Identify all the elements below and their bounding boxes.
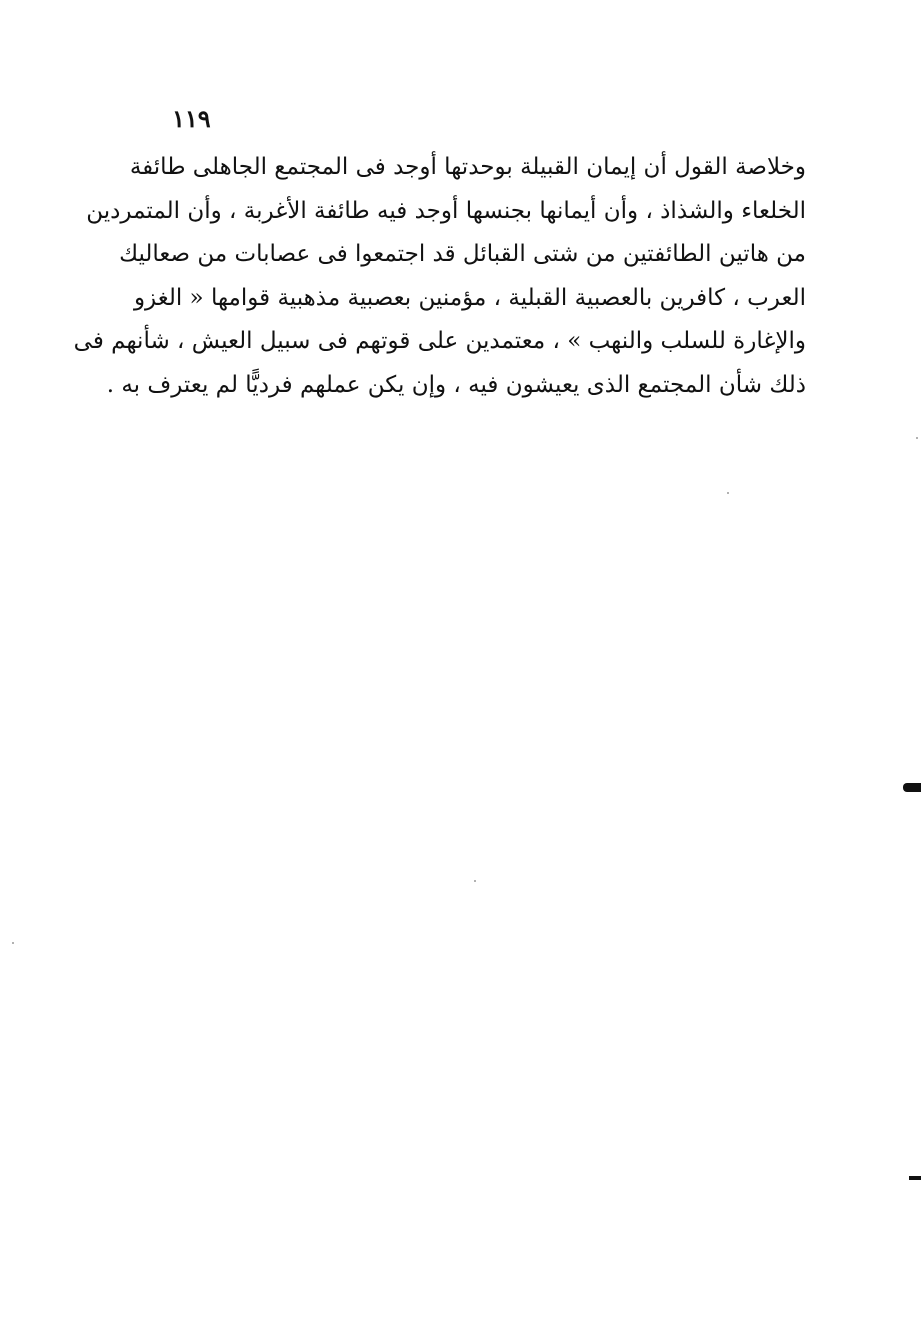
text-line: والإغارة للسلب والنهب » ، معتمدين على قوتهم فى سبيل العيش ، شأنهم فى [73, 328, 806, 355]
text-line: الخلعاء والشذاذ ، وأن أيمانها بجنسها أوجد فيه طائفة الأغربة ، وأن المتمردين [86, 197, 806, 224]
scan-speck [12, 942, 14, 944]
scan-speck [474, 880, 476, 882]
text-line: العرب ، كافرين بالعصبية القبلية ، مؤمنين بعصبية مذهبية قوامها « الغزو [133, 284, 806, 311]
page-number: ١١٩ [172, 104, 211, 133]
scan-edge-mark [909, 1176, 921, 1180]
paragraph [73, 146, 806, 408]
text-line: من هاتين الطائفتين من شتى القبائل قد اجتمعوا فى عصابات من صعاليك [119, 241, 806, 268]
scan-edge-mark [903, 783, 921, 792]
scan-speck [727, 492, 729, 494]
text-line: وخلاصة القول أن إيمان القبيلة بوحدتها أوجد فى المجتمع الجاهلى طائفة [129, 154, 806, 180]
text-line: ذلك شأن المجتمع الذى يعيشون فيه ، وإن يكن عملهم فرديًّا لم يعترف به . [106, 371, 806, 398]
scan-speck [916, 437, 918, 439]
